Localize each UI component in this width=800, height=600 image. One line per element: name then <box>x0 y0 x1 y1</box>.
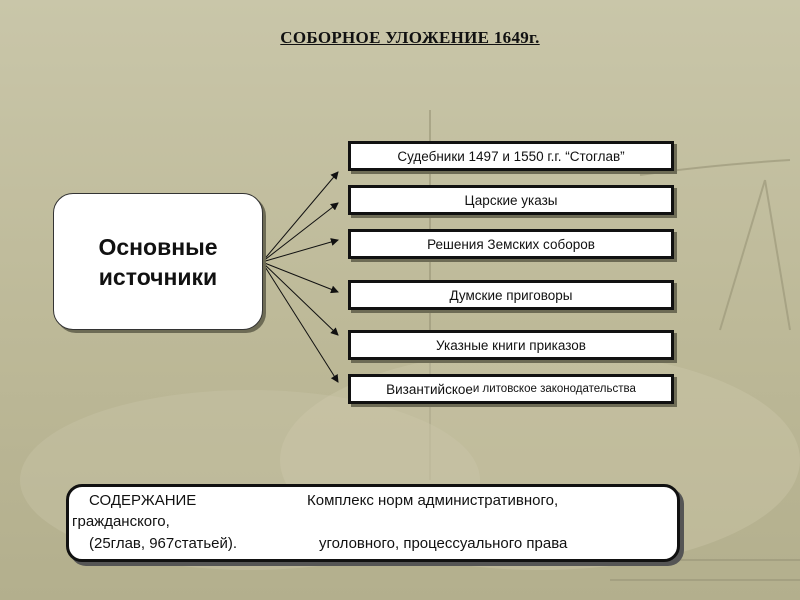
main-sources-box <box>53 193 263 330</box>
page-title: СОБОРНОЕ УЛОЖЕНИЕ 1649г. <box>280 28 540 47</box>
content-counts: (25глав, 967статьей). <box>89 535 238 552</box>
arrow-to-source-6 <box>262 262 338 382</box>
source-label: Думские приговоры <box>449 287 573 303</box>
source-label: Указные книги приказов <box>436 337 586 353</box>
content-label: СОДЕРЖАНИЕ <box>89 492 197 509</box>
content-desc-part1: Комплекс норм административного, <box>307 492 559 509</box>
source-box-sudebniki <box>348 141 674 171</box>
content-box <box>66 484 680 562</box>
arrow-to-source-5 <box>262 262 338 335</box>
source-label: Решения Земских соборов <box>427 236 595 252</box>
source-box-dumskie-prigovory <box>348 280 674 310</box>
arrow-to-source-3 <box>262 240 338 262</box>
main-label-line2: источники <box>98 263 218 290</box>
arrow-to-source-1 <box>262 172 338 262</box>
content-desc-part2: гражданского, <box>72 513 170 530</box>
source-label: Царские указы <box>464 192 558 208</box>
source-box-tsarskie-ukazy <box>348 185 674 215</box>
source-label: Византийское <box>386 381 473 397</box>
content-desc-part3: уголовного, процессуального права <box>319 535 568 552</box>
main-label-line1: Основные <box>98 233 218 260</box>
arrow-to-source-2 <box>262 203 338 262</box>
source-box-vizantiyskoe <box>348 374 674 404</box>
source-label-small: и литовское законодательства <box>472 383 636 395</box>
source-box-ukaznye-knigi <box>348 330 674 360</box>
main-sources-label <box>68 232 248 292</box>
source-box-zemskie-sobory <box>348 229 674 259</box>
source-label: Судебники 1497 и 1550 г.г. “Стоглав” <box>397 148 625 164</box>
arrow-to-source-4 <box>262 262 338 292</box>
